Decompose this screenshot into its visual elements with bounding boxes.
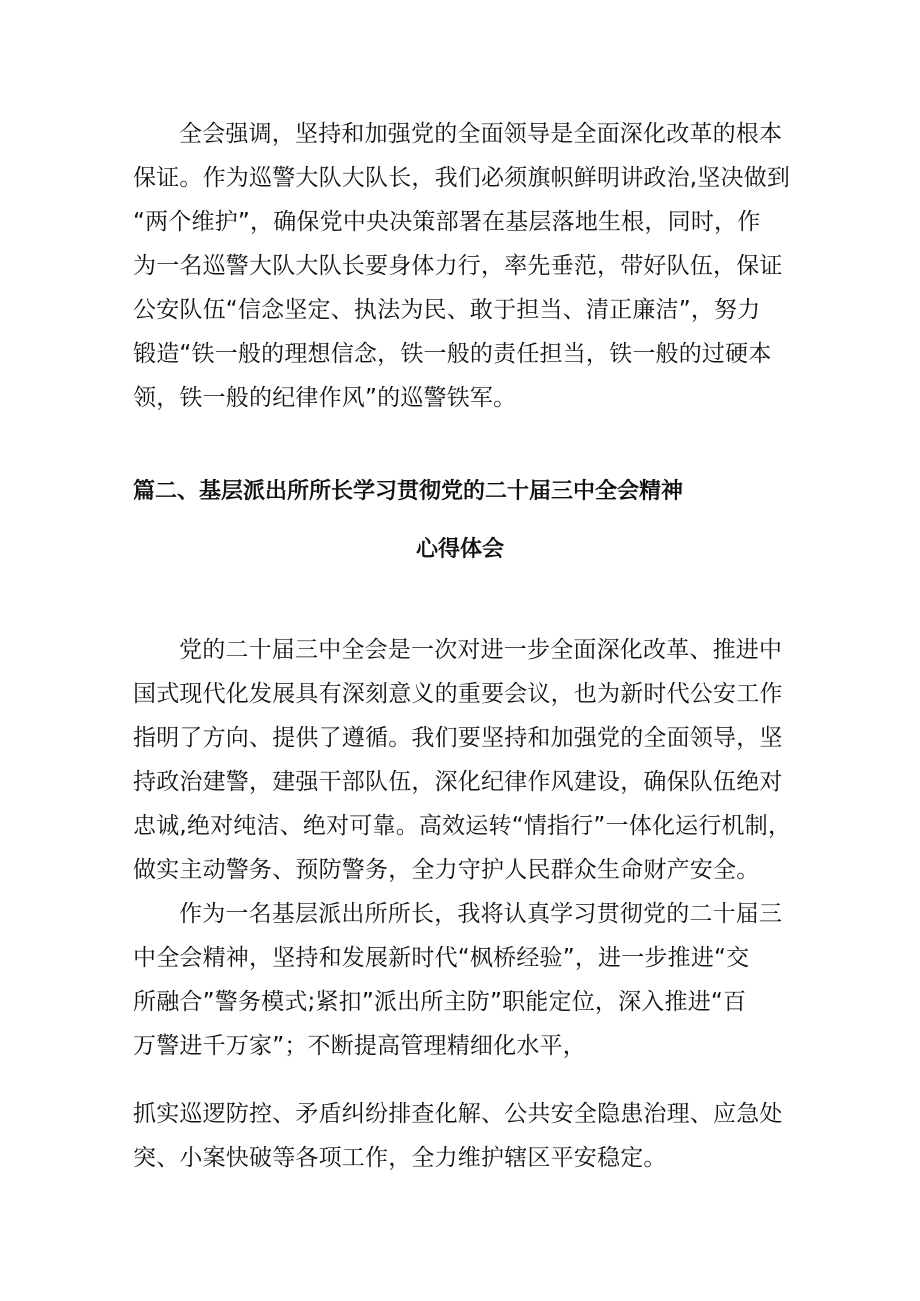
- paragraph-line: 国式现代化发展具有深刻意义的重要会议，也为新时代公安工作: [133, 681, 783, 707]
- paragraph-line: 指明了方向、提供了遵循。我们要坚持和加强党的全面领导，坚: [133, 725, 783, 751]
- paragraph-line: 锻造“铁一般的理想信念，铁一般的责任担当，铁一般的过硬本: [133, 341, 772, 367]
- paragraph-line: 做实主动警务、预防警务，全力守护人民群众生命财产安全。: [133, 857, 760, 883]
- section-heading-subtitle: 心得体会: [416, 537, 505, 562]
- paragraph-line: 作为一名基层派出所所长，我将认真学习贯彻党的二十届三: [179, 901, 783, 927]
- paragraph-line: “两个维护”，确保党中央决策部署在基层落地生根，同时，作: [133, 209, 761, 235]
- paragraph-line: 抓实巡逻防控、矛盾纠纷排查化解、公共安全隐患治理、应急处: [133, 1101, 783, 1127]
- paragraph-line: 万警进千万家”；不断提高管理精细化水平，: [133, 1033, 586, 1059]
- paragraph-line: 党的二十届三中全会是一次对进一步全面深化改革、推进中: [179, 637, 783, 663]
- paragraph-line: 领，铁一般的纪律作风”的巡警铁军。: [133, 385, 517, 411]
- paragraph-line: 保证。作为巡警大队大队长，我们必须旗帜鲜明讲政治,坚决做到: [133, 165, 791, 191]
- paragraph-line: 忠诚,绝对纯洁、绝对可靠。高效运转“情指行”一体化运行机制，: [133, 813, 792, 839]
- paragraph-line: 中全会精神，坚持和发展新时代“枫桥经验”，进一步推进“交: [133, 945, 750, 971]
- paragraph-line: 所融合”警务模式;紧扣”派出所主防”职能定位，深入推进“百: [133, 989, 747, 1015]
- paragraph-line: 公安队伍“信念坚定、执法为民、敢于担当、清正廉洁”，努力: [133, 297, 761, 323]
- paragraph-line: 持政治建警，建强干部队伍，深化纪律作风建设，确保队伍绝对: [133, 769, 783, 795]
- paragraph-line: 为一名巡警大队大队长要身体力行，率先垂范，带好队伍，保证: [133, 253, 783, 279]
- section-heading: 篇二、基层派出所所长学习贯彻党的二十届三中全会精神: [133, 479, 684, 504]
- paragraph-line: 全会强调，坚持和加强党的全面领导是全面深化改革的根本: [179, 121, 783, 147]
- paragraph-line: 突、小案快破等各项工作，全力维护辖区平安稳定。: [133, 1145, 667, 1171]
